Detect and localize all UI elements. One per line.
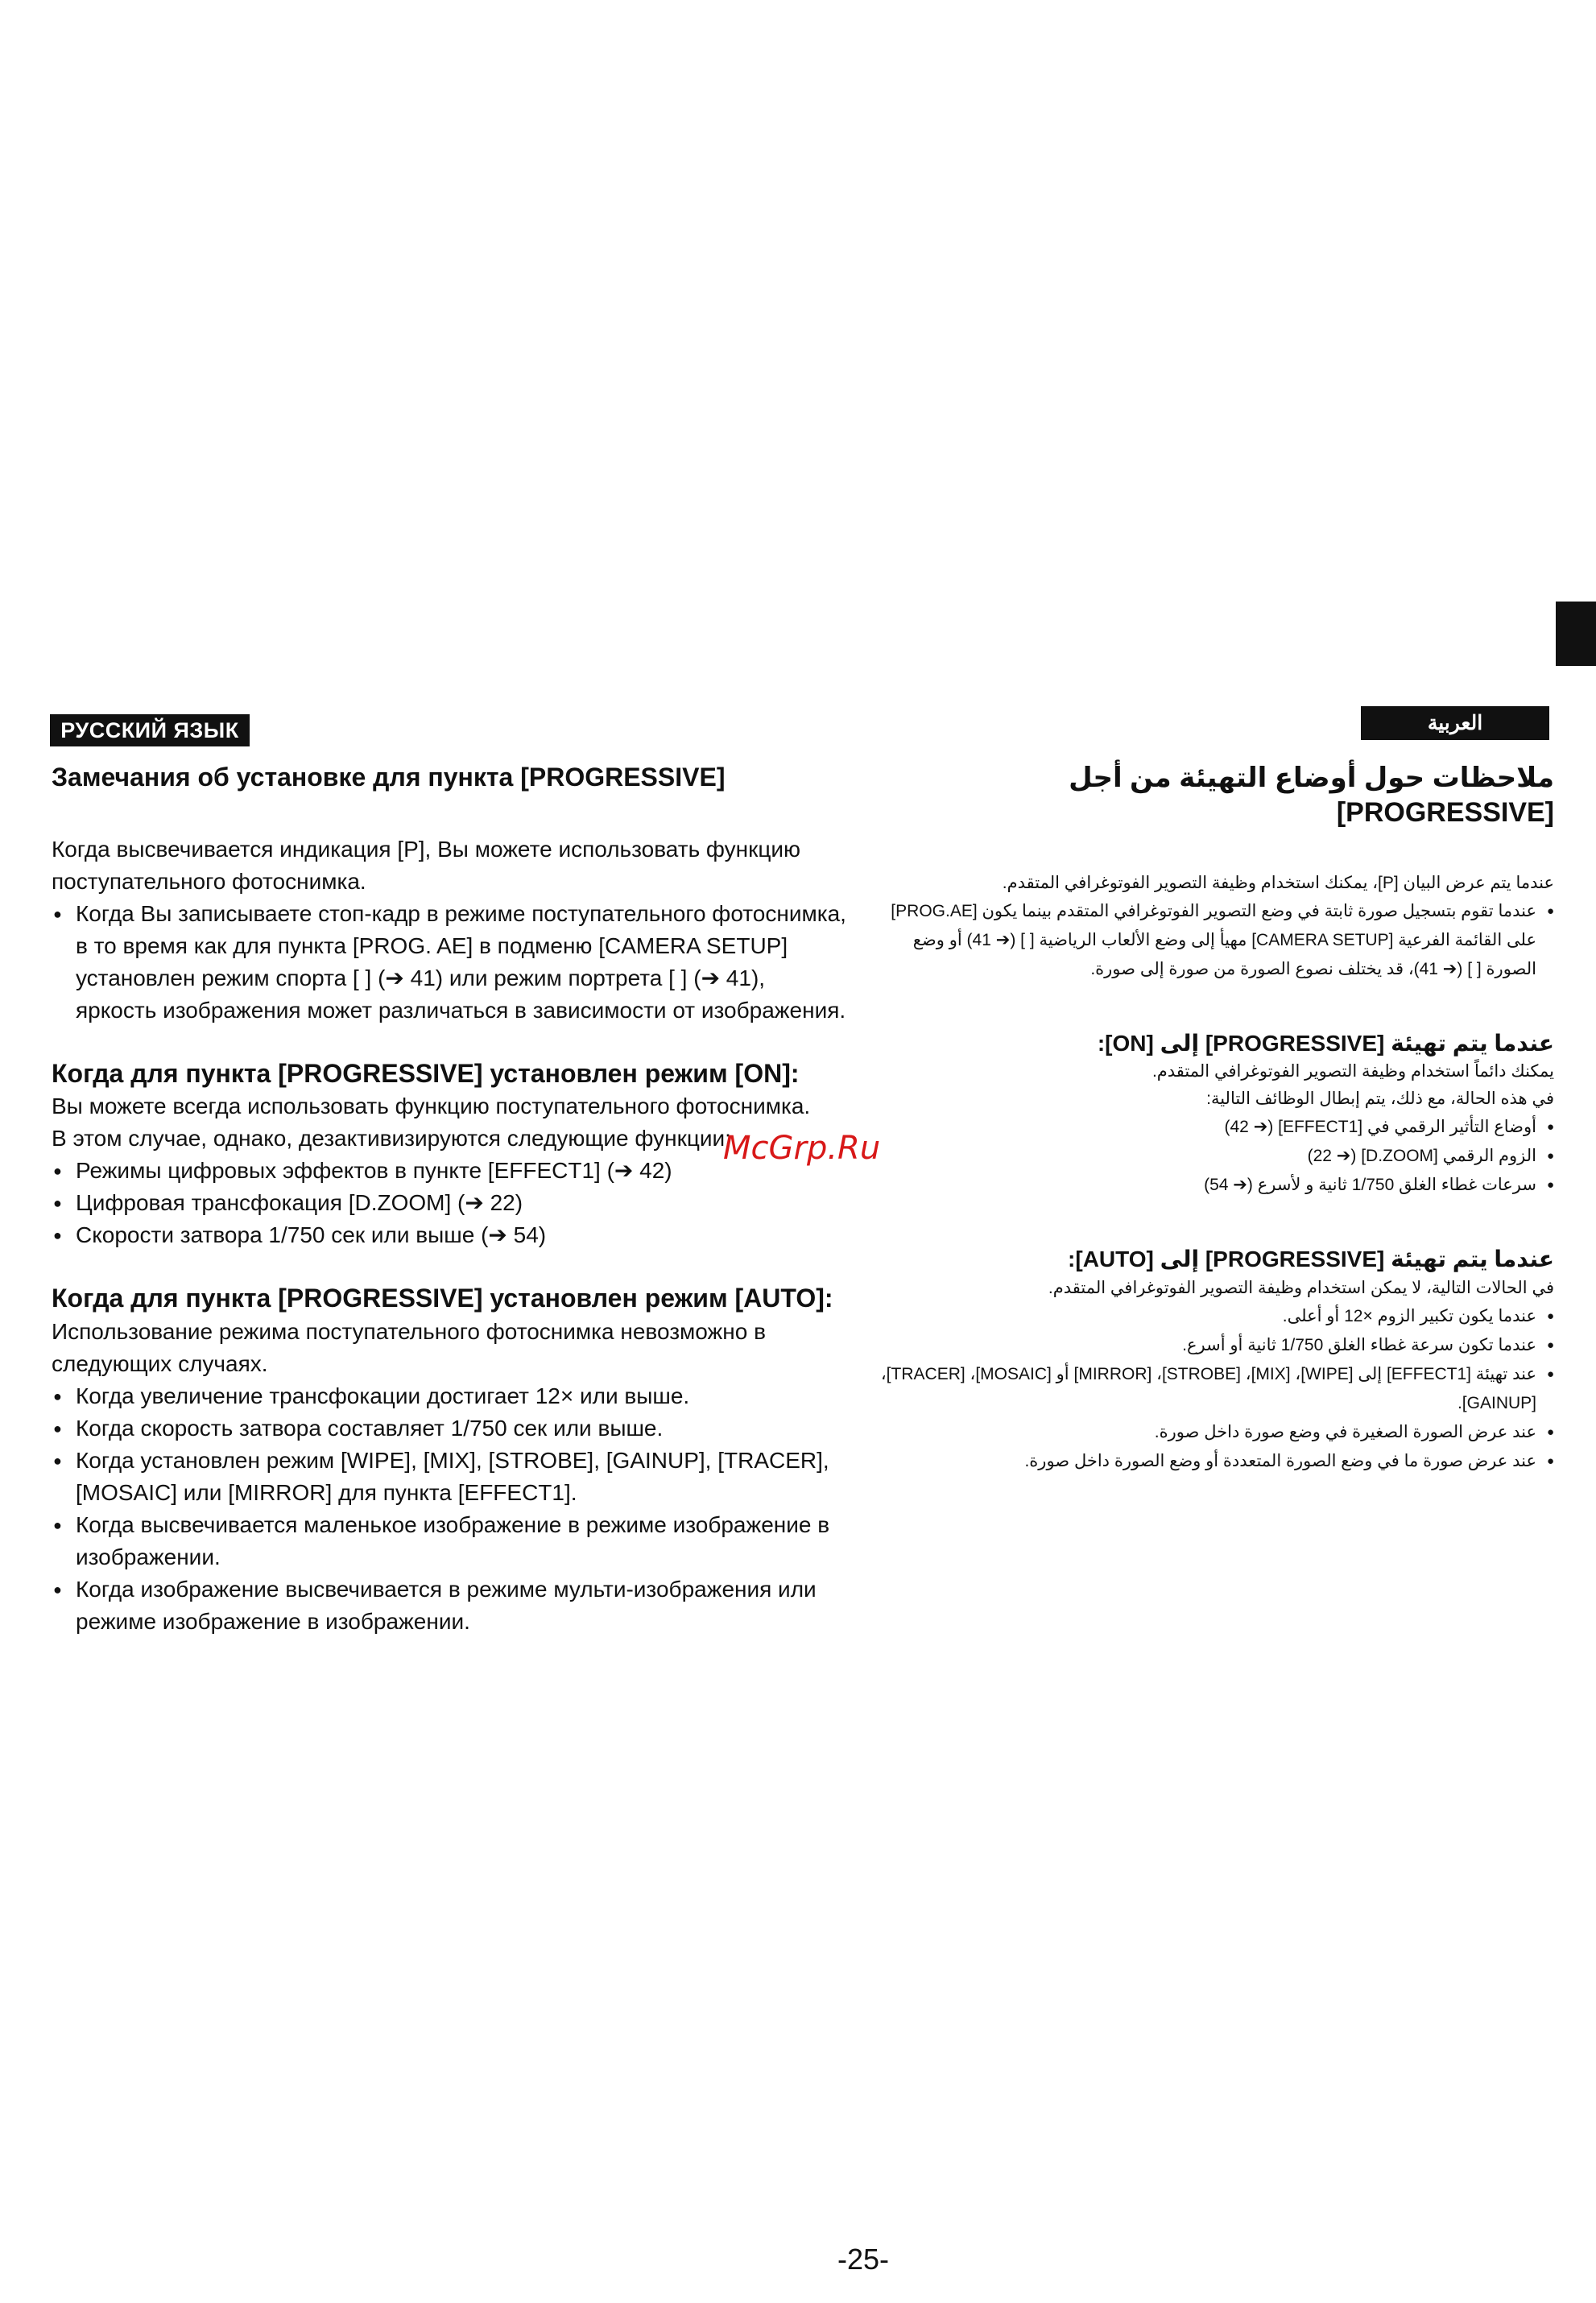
russian-intro: Когда высвечивается индикация [P], Вы можете использовать функцию поступательного фотоснимка.: [52, 836, 801, 894]
list-item: ● عندما تكون سرعة غطاء الغلق 1/750 ثانية أو أسرع.: [870, 1331, 1554, 1360]
section-heading: Когда для пункта [PROGRESSIVE] установлен режим [AUTO]:: [52, 1284, 833, 1313]
page-number: -25-: [837, 2243, 890, 2276]
russian-column: [52, 761, 849, 1638]
list-item: ● أوضاع التأثير الرقمي في [EFFECT1] (➔ 42): [870, 1113, 1554, 1142]
list-item: ● Режимы цифровых эффектов в пункте [EFFECT1] (➔ 42): [52, 1155, 849, 1187]
section-heading: عندما يتم تهيئة [PROGRESSIVE] إلى [ON]:: [1097, 1031, 1554, 1056]
list-item: ● عندما تقوم بتسجيل صورة ثابتة في وضع التصوير الفوتوغرافي المتقدم بينما يكون [PROG.AE] على القائمة الفرعية [CAMERA SETUP] مهيأ إلى وضع الألعاب الرياضية [ ] (➔ 41) أو وضع الصورة [ ] (➔ 41)، قد يختلف نصوع الصورة من صورة إلى صورة.: [870, 897, 1554, 984]
section-list: [870, 1113, 1554, 1200]
arabic-section-auto: [870, 1245, 1554, 1475]
section-text: في الحالات التالية، لا يمكن استخدام وظيفة التصوير الفوتوغرافي المتقدم.: [1048, 1278, 1554, 1297]
section-text: Использование режима поступательного фотоснимка невозможно в следующих случаях.: [52, 1318, 766, 1376]
russian-title: Замечания об установке для пункта [PROGRESSIVE]: [52, 763, 726, 792]
list-item: ● عند تهيئة [EFFECT1] إلى [WIPE]، [MIX]، [STROBE]، [MIRROR] أو [MOSAIC]، [TRACER]، [GAINUP].: [870, 1360, 1554, 1418]
section-list: [52, 1380, 849, 1638]
section-text: يمكنك دائماً استخدام وظيفة التصوير الفوتوغرافي المتقدم.: [1152, 1062, 1554, 1081]
arabic-section-on: [870, 1029, 1554, 1200]
russian-intro-list: [52, 898, 849, 1027]
list-item: ● عند عرض الصورة الصغيرة في وضع صورة داخل صورة.: [870, 1418, 1554, 1447]
section-list: [52, 1155, 849, 1251]
list-item: ● عند عرض صورة ما في وضع الصورة المتعددة أو وضع الصورة داخل صورة.: [870, 1447, 1554, 1476]
arabic-intro-list: [870, 897, 1554, 984]
language-tag-russian: РУССКИЙ ЯЗЫК: [50, 714, 250, 746]
section-text: Вы можете всегда использовать функцию поступательного фотоснимка.: [52, 1094, 811, 1119]
list-item: ● Когда высвечивается маленькое изображение в режиме изображение в изображении.: [52, 1509, 849, 1573]
arabic-intro: عندما يتم عرض البيان [P]، يمكنك استخدام وظيفة التصوير الفوتوغرافي المتقدم.: [1002, 874, 1554, 892]
section-text: في هذه الحالة، مع ذلك، يتم إبطال الوظائف التالية:: [1206, 1089, 1554, 1109]
list-item: ● سرعات غطاء الغلق 1/750 ثانية و لأسرع (➔ 54): [870, 1171, 1554, 1200]
section-text: В этом случае, однако, дезактивизируются следующие функции:: [52, 1126, 731, 1152]
list-item: ● الزوم الرقمي [D.ZOOM] (➔ 22): [870, 1142, 1554, 1171]
list-item: ● Когда скорость затвора составляет 1/750 сек или выше.: [52, 1412, 849, 1445]
section-heading: عندما يتم تهيئة [PROGRESSIVE] إلى [AUTO]:: [1068, 1247, 1554, 1272]
section-list: [870, 1302, 1554, 1476]
list-item: ● Когда увеличение трансфокации достигает 12× или выше.: [52, 1380, 849, 1412]
watermark-text: McGrp.Ru: [723, 1130, 881, 1167]
arabic-title: ملاحظات حول أوضاع التهيئة من أجل [PROGRESSIVE]: [1069, 763, 1554, 828]
list-item: ● عندما يكون تكبير الزوم ×12 أو أعلى.: [870, 1302, 1554, 1331]
list-item: ● Когда установлен режим [WIPE], [MIX], [STROBE], [GAINUP], [TRACER], [MOSAIC] или [MIRROR] для пункта [EFFECT1].: [52, 1445, 849, 1509]
section-edge-tab: [1556, 602, 1596, 666]
list-item: ● Когда изображение высвечивается в режиме мульти-изображения или режиме изображение в изображении.: [52, 1573, 849, 1638]
arabic-column: [870, 761, 1554, 1476]
section-heading: Когда для пункта [PROGRESSIVE] установлен режим [ON]:: [52, 1058, 800, 1088]
list-item: ● Цифровая трансфокация [D.ZOOM] (➔ 22): [52, 1187, 849, 1219]
list-item: ● Скорости затвора 1/750 сек или выше (➔ 54): [52, 1219, 849, 1251]
russian-section-auto: [52, 1282, 849, 1638]
list-item: ● Когда Вы записываете стоп-кадр в режиме поступательного фотоснимка, в то время как для пункта [PROG. AE] в подменю [CAMERA SETUP] установлен режим спорта [ ] (➔ 41) или режим портрета [ ] (➔ 41), яркость изображения может различаться в зависимости от изображения.: [52, 898, 849, 1027]
language-tag-arabic: العربية: [1361, 706, 1549, 740]
